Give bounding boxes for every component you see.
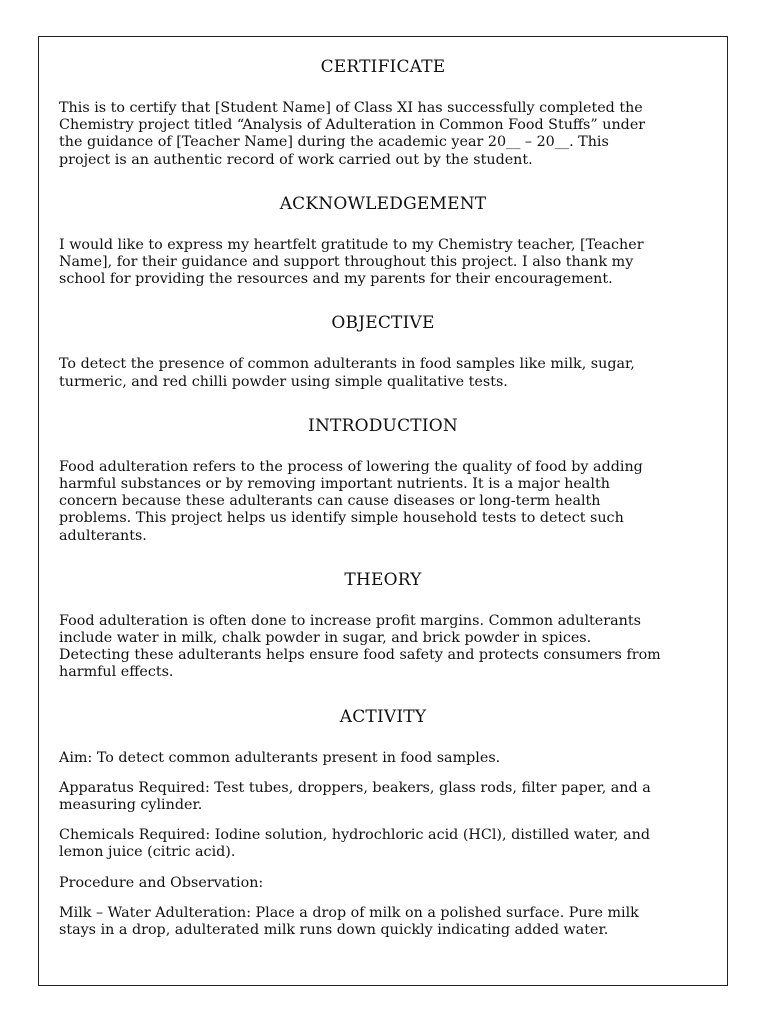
introduction-line: Food adulteration refers to the process of lowering the quality of food by adding: [59, 458, 643, 475]
theory-line: Detecting these adulterants helps ensure food safety and protects consumers from: [59, 647, 661, 664]
theory-line: harmful effects.: [59, 664, 174, 681]
activity-apparatus-line: Apparatus Required: Test tubes, droppers, beakers, glass rods, filter paper, and a: [59, 779, 651, 796]
certificate-line: project is an authentic record of work carried out by the student.: [59, 151, 533, 168]
acknowledgement-line: school for providing the resources and my parents for their encouragement.: [59, 271, 613, 288]
objective-paragraph: [59, 356, 707, 390]
activity-apparatus: [59, 780, 707, 814]
theory-line: include water in milk, chalk powder in sugar, and brick powder in spices.: [59, 630, 592, 647]
activity-chemicals: [59, 827, 707, 861]
activity-milk-line: Milk – Water Adulteration: Place a drop of milk on a polished surface. Pure milk: [59, 904, 639, 921]
objective-line: To detect the presence of common adulterants in food samples like milk, sugar,: [59, 356, 635, 373]
introduction-paragraph: [59, 459, 707, 545]
certificate-line: the guidance of [Teacher Name] during the academic year 20__ – 20__. This: [59, 134, 609, 151]
theory-heading: THEORY: [344, 569, 422, 590]
activity-procedure: [59, 875, 707, 892]
activity-milk: [59, 905, 707, 939]
introduction-line: concern because these adulterants can cause diseases or long-term health: [59, 493, 601, 510]
document-page: [38, 36, 728, 986]
activity-aim-line: Aim: To detect common adulterants present in food samples.: [59, 749, 501, 766]
introduction-line: problems. This project helps us identify simple household tests to detect such: [59, 510, 624, 527]
certificate-line: Chemistry project titled “Analysis of Adulteration in Common Food Stuffs” under: [59, 117, 646, 134]
acknowledgement-line: I would like to express my heartfelt gratitude to my Chemistry teacher, [Teacher: [59, 236, 644, 253]
introduction-line: harmful substances or by removing important nutrients. It is a major health: [59, 476, 610, 493]
theory-paragraph: [59, 613, 707, 682]
objective-heading: OBJECTIVE: [331, 313, 435, 334]
theory-line: Food adulteration is often done to increase profit margins. Common adulterants: [59, 612, 641, 629]
objective-line: turmeric, and red chilli powder using simple qualitative tests.: [59, 373, 508, 390]
introduction-heading: INTRODUCTION: [308, 415, 458, 436]
certificate-line: This is to certify that [Student Name] of Class XI has successfully completed the: [59, 100, 643, 116]
acknowledgement-paragraph: [59, 237, 707, 289]
acknowledgement-heading: ACKNOWLEDGEMENT: [279, 193, 487, 214]
acknowledgement-line: Name], for their guidance and support throughout this project. I also thank my: [59, 254, 634, 271]
activity-aim: [59, 750, 707, 767]
activity-procedure-line: Procedure and Observation:: [59, 874, 264, 891]
activity-chemicals-line: lemon juice (citric acid).: [59, 844, 236, 861]
introduction-line: adulterants.: [59, 527, 147, 544]
certificate-heading: CERTIFICATE: [320, 57, 446, 77]
activity-heading: ACTIVITY: [339, 706, 427, 727]
activity-milk-line: stays in a drop, adulterated milk runs down quickly indicating added water.: [59, 922, 609, 939]
activity-chemicals-line: Chemicals Required: Iodine solution, hydrochloric acid (HCl), distilled water, and: [59, 827, 650, 844]
certificate-paragraph: [59, 100, 707, 169]
activity-apparatus-line: measuring cylinder.: [59, 797, 203, 814]
